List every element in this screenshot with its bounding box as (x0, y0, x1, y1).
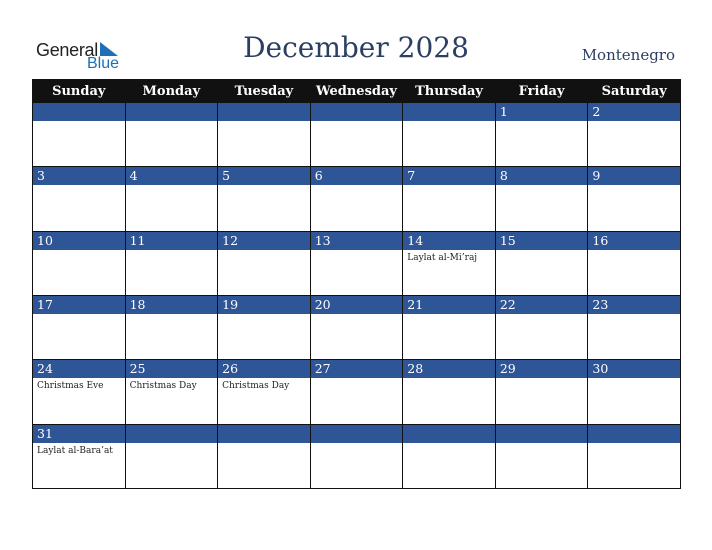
holiday-label: Christmas Day (129, 381, 197, 392)
day-number: 22 (496, 296, 588, 314)
day-cell (33, 360, 126, 424)
weekday-header: Thursday (403, 80, 496, 103)
country-label: Montenegro (581, 46, 675, 64)
weekday-header: Tuesday (218, 80, 311, 103)
holiday-label (126, 185, 218, 188)
holiday-label (588, 250, 680, 253)
day-number (403, 103, 495, 121)
day-number: 19 (218, 296, 310, 314)
day-number (496, 425, 588, 443)
day-number: 1 (496, 103, 588, 121)
day-number: 20 (311, 296, 403, 314)
day-cell (588, 103, 681, 167)
day-cell (125, 424, 218, 488)
day-number: 21 (403, 296, 495, 314)
day-number: 24 (33, 360, 125, 378)
holiday-label (496, 250, 588, 253)
day-cell (310, 424, 403, 488)
holiday-label: Laylat al-Mi’raj (407, 252, 478, 263)
day-cell (403, 231, 496, 295)
day-number: 30 (588, 360, 680, 378)
day-cell (495, 103, 588, 167)
day-cell (125, 295, 218, 359)
day-number: 12 (218, 232, 310, 250)
holiday-label (403, 121, 495, 124)
page-title: December 2028 (243, 31, 469, 64)
day-cell (218, 103, 311, 167)
holiday-label (496, 121, 588, 124)
day-number: 15 (496, 232, 588, 250)
holiday-label (311, 185, 403, 188)
holiday-label (496, 378, 588, 381)
holiday-label: Christmas Day (222, 381, 290, 392)
holiday-label (588, 443, 680, 446)
weekday-header: Saturday (588, 80, 681, 103)
weekday-header: Sunday (33, 80, 126, 103)
day-cell (218, 231, 311, 295)
day-number: 28 (403, 360, 495, 378)
holiday-label (126, 314, 218, 317)
holiday-label (496, 443, 588, 446)
week-row (33, 424, 681, 488)
day-cell (495, 424, 588, 488)
day-cell (403, 103, 496, 167)
day-cell (588, 295, 681, 359)
day-cell (218, 295, 311, 359)
day-cell (310, 295, 403, 359)
week-row (33, 167, 681, 231)
day-number: 8 (496, 167, 588, 185)
day-number: 25 (126, 360, 218, 378)
day-number (311, 425, 403, 443)
holiday-label: Christmas Eve (37, 381, 104, 392)
day-number: 5 (218, 167, 310, 185)
holiday-label (33, 185, 125, 188)
day-number (403, 425, 495, 443)
logo-blue-text: Blue (87, 55, 120, 72)
logo-general-text: General (36, 40, 98, 60)
weekday-header: Monday (125, 80, 218, 103)
day-number: 7 (403, 167, 495, 185)
holiday-label (403, 443, 495, 446)
day-cell (33, 231, 126, 295)
holiday-label (403, 314, 495, 317)
calendar-grid (32, 79, 681, 489)
holiday-label (218, 121, 310, 124)
holiday-label (588, 314, 680, 317)
day-cell (403, 295, 496, 359)
weekday-header: Friday (495, 80, 588, 103)
holiday-label (588, 378, 680, 381)
week-row (33, 103, 681, 167)
holiday-label (403, 378, 495, 381)
week-row (33, 295, 681, 359)
holiday-label (218, 314, 310, 317)
holiday-label (218, 443, 310, 446)
holiday-label (403, 185, 495, 188)
holiday-label (33, 250, 125, 253)
holiday-label (496, 314, 588, 317)
day-number: 9 (588, 167, 680, 185)
weekday-header: Wednesday (310, 80, 403, 103)
day-number (126, 103, 218, 121)
day-number: 13 (311, 232, 403, 250)
day-number: 4 (126, 167, 218, 185)
day-cell (33, 424, 126, 488)
holiday-label (496, 185, 588, 188)
holiday-label (218, 185, 310, 188)
day-cell (403, 167, 496, 231)
day-number: 14 (403, 232, 495, 250)
day-number: 17 (33, 296, 125, 314)
day-cell (495, 295, 588, 359)
day-cell (125, 360, 218, 424)
day-cell (310, 167, 403, 231)
holiday-label (126, 121, 218, 124)
day-cell (403, 424, 496, 488)
day-cell (495, 167, 588, 231)
day-number (311, 103, 403, 121)
day-cell (125, 231, 218, 295)
holiday-label (311, 121, 403, 124)
day-number: 6 (311, 167, 403, 185)
day-number (33, 103, 125, 121)
holiday-label (126, 250, 218, 253)
day-cell (218, 360, 311, 424)
holiday-label (33, 121, 125, 124)
day-cell (33, 167, 126, 231)
day-cell (218, 167, 311, 231)
day-cell (33, 295, 126, 359)
day-number (126, 425, 218, 443)
holiday-label: Laylat al-Bara’at (37, 445, 113, 456)
day-cell (495, 231, 588, 295)
day-number: 26 (218, 360, 310, 378)
week-row (33, 231, 681, 295)
week-row (33, 360, 681, 424)
day-cell (125, 167, 218, 231)
day-cell (310, 231, 403, 295)
day-number (218, 425, 310, 443)
holiday-label (311, 250, 403, 253)
day-cell (218, 424, 311, 488)
holiday-label (588, 185, 680, 188)
day-cell (588, 167, 681, 231)
day-number: 2 (588, 103, 680, 121)
holiday-label (588, 121, 680, 124)
holiday-label (311, 314, 403, 317)
day-cell (33, 103, 126, 167)
day-cell (310, 103, 403, 167)
day-number: 16 (588, 232, 680, 250)
day-number: 31 (33, 425, 125, 443)
holiday-label (311, 443, 403, 446)
day-cell (588, 231, 681, 295)
day-number: 27 (311, 360, 403, 378)
holiday-label (311, 378, 403, 381)
day-number (218, 103, 310, 121)
day-cell (495, 360, 588, 424)
day-cell (588, 360, 681, 424)
holiday-label (126, 443, 218, 446)
holiday-label (33, 314, 125, 317)
day-number: 3 (33, 167, 125, 185)
day-cell (125, 103, 218, 167)
day-cell (403, 360, 496, 424)
day-number: 11 (126, 232, 218, 250)
day-cell (588, 424, 681, 488)
day-cell (310, 360, 403, 424)
day-number (588, 425, 680, 443)
holiday-label (218, 250, 310, 253)
day-number: 29 (496, 360, 588, 378)
day-number: 18 (126, 296, 218, 314)
weekday-header-row (33, 80, 681, 103)
day-number: 10 (33, 232, 125, 250)
day-number: 23 (588, 296, 680, 314)
